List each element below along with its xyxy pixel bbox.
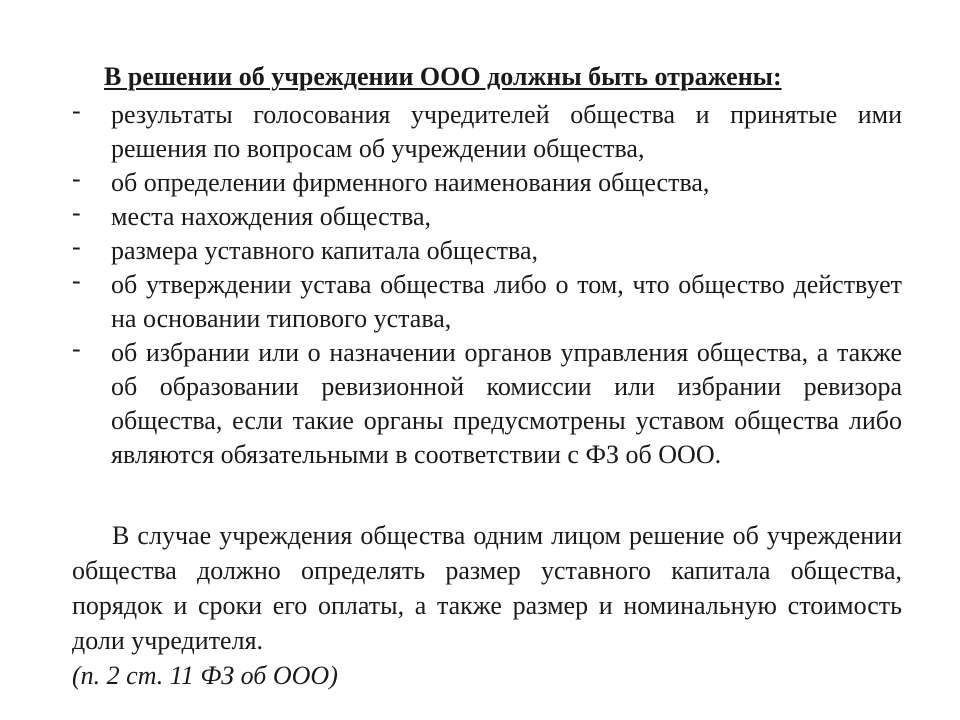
list-item-text: об утверждении устава общества либо о том, что общество действует на основании типового устава, [111, 270, 902, 333]
requirements-list [60, 98, 902, 472]
law-citation: (п. 2 ст. 11 ФЗ об ООО) [72, 661, 338, 690]
single-founder-paragraph: В случае учреждения общества одним лицом решение об учреждении общества должно определять размер уставного капитала общества, порядок и сроки его оплаты, а также размер и номинальную стоимость доли учредителя. [72, 521, 902, 655]
list-item-text: размера уставного капитала общества, [111, 236, 538, 265]
list-item-text: результаты голосования учредителей общества и принятые ими решения по вопросам об учреждении общества, [111, 100, 902, 163]
list-item [60, 268, 902, 336]
bullet-dash-icon: - [72, 198, 81, 227]
list-item [60, 166, 902, 200]
list-item [60, 234, 902, 268]
bullet-dash-icon: - [72, 96, 81, 125]
list-item-text: места нахождения общества, [111, 202, 432, 231]
list-item-text: об определении фирменного наименования общества, [111, 168, 710, 197]
list-item [60, 98, 902, 166]
bullet-dash-icon: - [72, 266, 81, 295]
list-item-text: об избрании или о назначении органов управления общества, а также об образовании ревизионной комиссии или избрании ревизора общества, если такие органы предусмотрены уставом общества либо являются обязательными в соответствии с ФЗ об ООО. [111, 338, 902, 469]
slide-heading: В решении об учреждении ООО должны быть отражены: [104, 62, 782, 91]
bullet-dash-icon: - [72, 164, 81, 193]
list-item [60, 200, 902, 234]
bullet-dash-icon: - [72, 334, 81, 363]
list-item [60, 336, 902, 472]
bullet-dash-icon: - [72, 232, 81, 261]
